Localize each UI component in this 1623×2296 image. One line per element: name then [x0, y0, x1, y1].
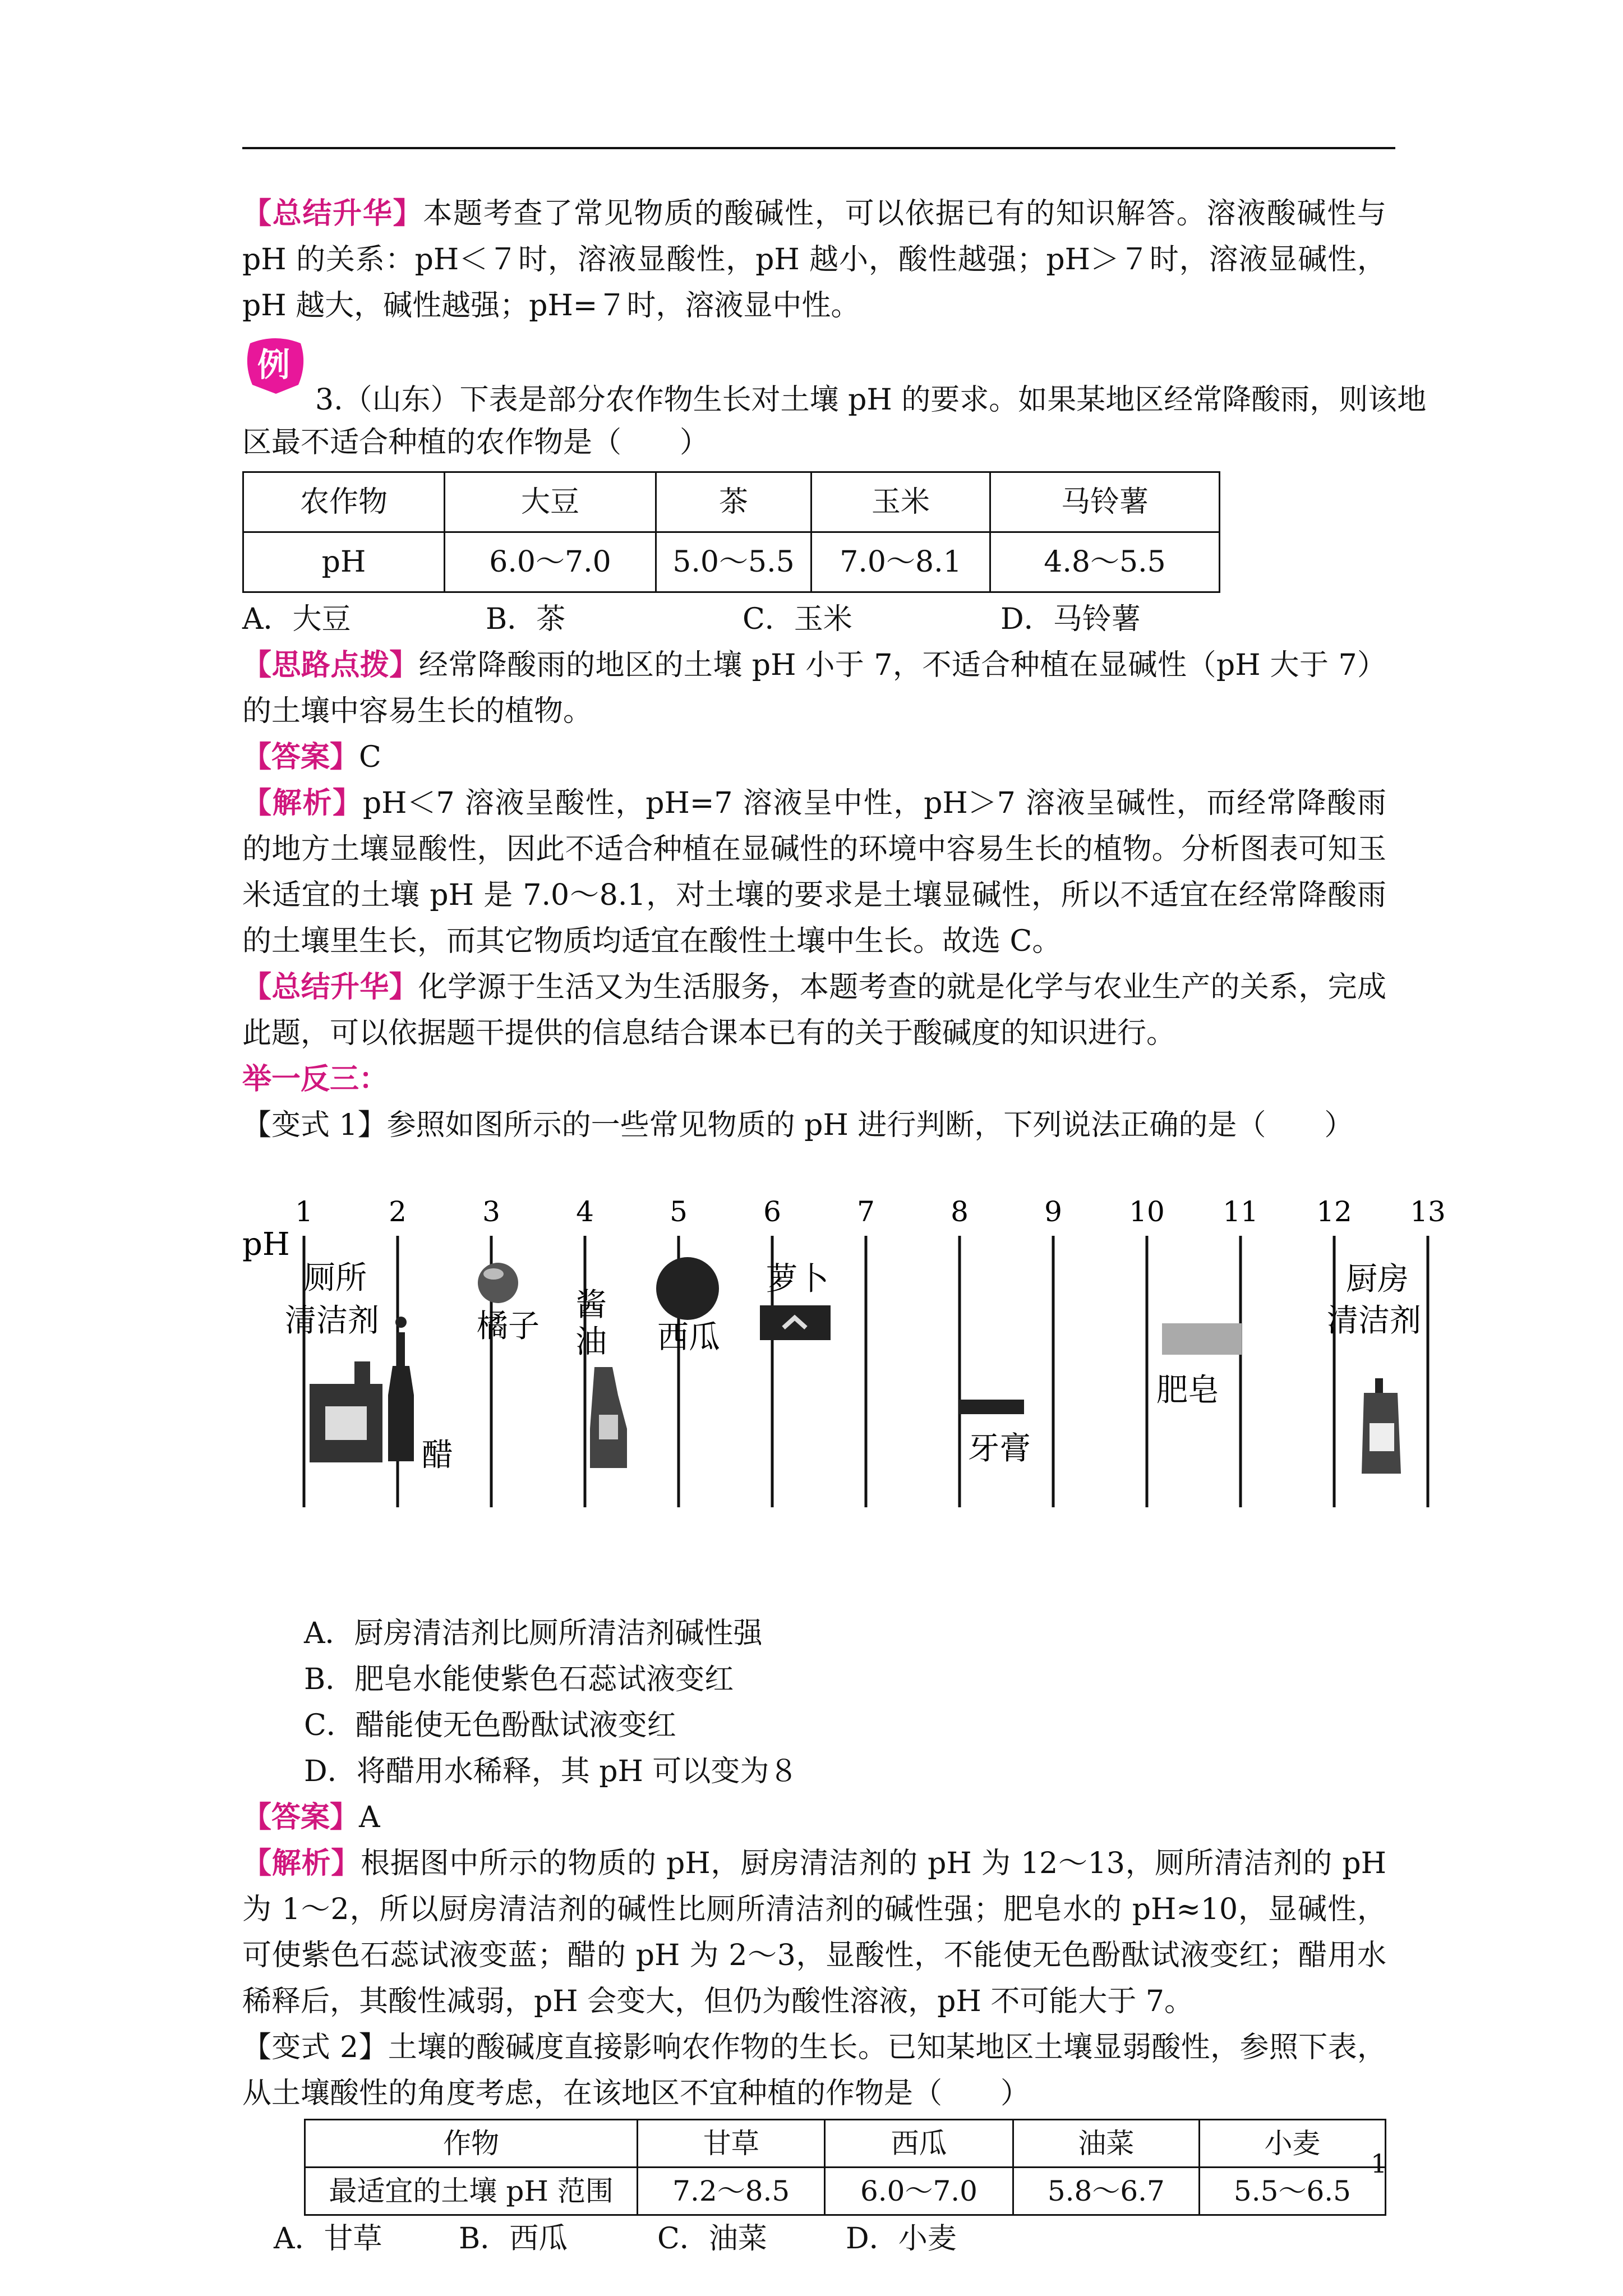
table-row [243, 472, 1220, 532]
label-radish: 萝卜 [766, 1261, 829, 1297]
label-soy-2: 油 [575, 1324, 607, 1360]
label-soy-1: 酱 [575, 1287, 607, 1323]
hint-tag: 【思路点拨】 [242, 648, 419, 682]
variant2-option-a: A．甘草 [274, 2222, 382, 2256]
variant2-question [242, 2024, 1386, 2116]
table-cell: 马铃薯 [990, 472, 1220, 532]
table-cell: 5.5～6.5 [1199, 2168, 1385, 2215]
variant2-option-c: C．油菜 [657, 2222, 767, 2256]
variant1-analysis-tag: 【解析】 [242, 1846, 361, 1880]
question-line-1: 3.（山东）下表是部分农作物生长对土壤 pH 的要求。如果某地区经常降酸雨，则该地 [315, 383, 1427, 417]
variant1-option-c: C．醋能使无色酚酞试液变红 [304, 1709, 676, 1742]
ph-ticks [295, 1195, 1446, 1507]
analysis-paragraph [242, 780, 1386, 964]
example-badge-icon [242, 335, 308, 396]
option-d: D．马铃薯 [1000, 602, 1141, 636]
hint-text: 经常降酸雨的地区的土壤 pH 小于 7，不适合种植在显碱性（pH 大于 7）的土壤中容易生长的植物。 [242, 648, 1386, 728]
ph-tick-label: 7 [857, 1195, 875, 1228]
variant1-answer [242, 1795, 1386, 1841]
table-cell: 茶 [656, 472, 811, 532]
table-cell: 最适宜的土壤 pH 范围 [305, 2168, 638, 2215]
answer-paragraph [242, 734, 1386, 780]
option-b: B．茶 [486, 602, 566, 636]
ph-axis-label: pH [242, 1226, 290, 1263]
variant1-answer-tag: 【答案】 [242, 1800, 359, 1834]
ph-tick-label: 10 [1129, 1195, 1165, 1228]
variant2-text: 土壤的酸碱度直接影响农作物的生长。已知某地区土壤显弱酸性，参照下表，从土壤酸性的角度考虑，在该地区不宜种植的作物是（ ） [242, 2031, 1386, 2110]
table-cell: 农作物 [243, 472, 445, 532]
diagram-labels [285, 1260, 1421, 1474]
summary2-tag: 【总结升华】 [242, 970, 418, 1004]
label-orange: 橘子 [477, 1308, 540, 1345]
variant1-text: 参照如图所示的一些常见物质的 pH 进行判断，下列说法正确的是（ ） [386, 1108, 1354, 1142]
ph-tick-label: 13 [1410, 1195, 1446, 1228]
label-vinegar: 醋 [422, 1437, 453, 1474]
label-kitchen-2: 清洁剂 [1327, 1303, 1421, 1339]
table-row [305, 2120, 1386, 2168]
practice-title: 举一反三： [242, 1062, 389, 1096]
example-header [242, 335, 1427, 420]
ph-scale-diagram [242, 1193, 1476, 1597]
ph-tick-label: 5 [670, 1195, 688, 1228]
ph-tick-label: 11 [1223, 1195, 1258, 1228]
table-cell: pH [243, 532, 445, 592]
page-content [242, 191, 1446, 2262]
hint-paragraph [242, 642, 1386, 734]
table-cell: 小麦 [1199, 2120, 1385, 2168]
answer-tag: 【答案】 [242, 740, 359, 774]
summary-paragraph [242, 191, 1386, 329]
table-cell: 4.8～5.5 [990, 532, 1220, 592]
table-cell: 油菜 [1013, 2120, 1199, 2168]
table-row [305, 2168, 1386, 2215]
variant1-question [242, 1102, 1386, 1148]
summary2-text: 化学源于生活又为生活服务，本题考查的就是化学与农业生产的关系，完成此题，可以依据题干提供的信息结合课本已有的关于酸碱度的知识进行。 [242, 970, 1386, 1050]
table-cell: 大豆 [445, 472, 656, 532]
crop-soil-table [304, 2119, 1386, 2216]
variant1-analysis-text: 根据图中所示的物质的 pH，厨房清洁剂的 pH 为 12～13，厕所清洁剂的 pH 为 1～2，所以厨房清洁剂的碱性比厕所清洁剂的碱性强；肥皂水的 pH≈10，显碱性，可使紫色石蕊试液变蓝；醋的 pH 为 2～3，显酸性，不能使无色酚酞试液变红；醋用水稀释后，其酸性减弱，pH 会变大，但仍为酸性溶液，pH 不可能大于 7。 [242, 1847, 1386, 2018]
variant1-option-d: D．将醋用水稀释，其 pH 可以变为８ [304, 1755, 799, 1788]
table-cell: 6.0～7.0 [445, 532, 656, 592]
label-kitchen-1: 厨房 [1346, 1261, 1409, 1297]
ph-tick-label: 9 [1044, 1195, 1062, 1228]
ph-tick-label: 4 [576, 1195, 594, 1228]
summary-tag: 【总结升华】 [242, 196, 423, 231]
label-toothpaste: 牙膏 [968, 1430, 1031, 1467]
question-line-2: 区最不适合种植的农作物是（ ） [242, 426, 709, 459]
badge-label: 例 [257, 346, 291, 384]
page-number: 1 [1371, 2148, 1387, 2179]
answer-text: C [359, 740, 381, 774]
table-cell: 7.2～8.5 [638, 2168, 825, 2215]
summary2-paragraph [242, 964, 1386, 1056]
ph-tick-label: 1 [295, 1195, 313, 1228]
table-row [243, 532, 1220, 592]
label-toilet-2: 清洁剂 [285, 1303, 379, 1339]
table-cell: 西瓜 [825, 2120, 1013, 2168]
ph-tick-label: 2 [389, 1195, 407, 1228]
variant1-analysis [242, 1841, 1386, 2024]
variant1-option-b: B．肥皂水能使紫色石蕊试液变红 [304, 1663, 734, 1696]
table-cell: 6.0～7.0 [825, 2168, 1013, 2215]
label-watermelon: 西瓜 [657, 1319, 720, 1356]
variant2-options [242, 2216, 1386, 2262]
crop-ph-table [242, 471, 1220, 593]
table-cell: 5.0～5.5 [656, 532, 811, 592]
option-c: C．玉米 [743, 602, 852, 636]
example-options [242, 596, 1386, 642]
header-rule [242, 147, 1395, 149]
analysis-text: pH＜7 溶液呈酸性，pH=7 溶液呈中性，pH＞7 溶液呈碱性，而经常降酸雨的地方土壤显酸性，因此不适合种植在显碱性的环境中容易生长的植物。分析图表可知玉米适宜的土壤 pH 是 7.0～8.1，对土壤的要求是土壤显碱性，所以不适宜在经常降酸雨的土壤里生长，而其它物质均适宜在酸性土壤中生长。故选 C。 [242, 786, 1386, 958]
table-cell: 甘草 [638, 2120, 825, 2168]
option-a: A．大豆 [242, 602, 351, 636]
ph-tick-label: 6 [763, 1195, 781, 1228]
label-toilet-1: 厕所 [304, 1260, 367, 1296]
variant1-tag: 【变式 1】 [242, 1108, 387, 1142]
ph-tick-label: 12 [1316, 1195, 1352, 1228]
label-soap: 肥皂 [1156, 1372, 1219, 1409]
diagram-pictures [310, 1257, 1401, 1474]
variant2-option-d: D．小麦 [846, 2222, 957, 2256]
variant2-tag: 【变式 2】 [242, 2031, 388, 2064]
ph-tick-label: 8 [951, 1195, 969, 1228]
analysis-tag: 【解析】 [242, 786, 363, 820]
table-cell: 5.8～6.7 [1013, 2168, 1199, 2215]
ph-tick-label: 3 [482, 1195, 500, 1228]
table-cell: 7.0～8.1 [811, 532, 990, 592]
variant1-answer-text: A [359, 1801, 380, 1834]
variant2-option-b: B．西瓜 [459, 2222, 568, 2256]
table-cell: 作物 [305, 2120, 638, 2168]
summary-text: 本题考查了常见物质的酸碱性，可以依据已有的知识解答。溶液酸碱性与 pH 的关系：pH＜７时，溶液显酸性，pH 越小，酸性越强；pH＞７时，溶液显碱性，pH 越大，碱性越强；pH=７时，溶液显中性。 [242, 197, 1386, 323]
variant1-option-a: A．厨房清洁剂比厕所清洁剂碱性强 [304, 1617, 763, 1650]
table-cell: 玉米 [811, 472, 990, 532]
